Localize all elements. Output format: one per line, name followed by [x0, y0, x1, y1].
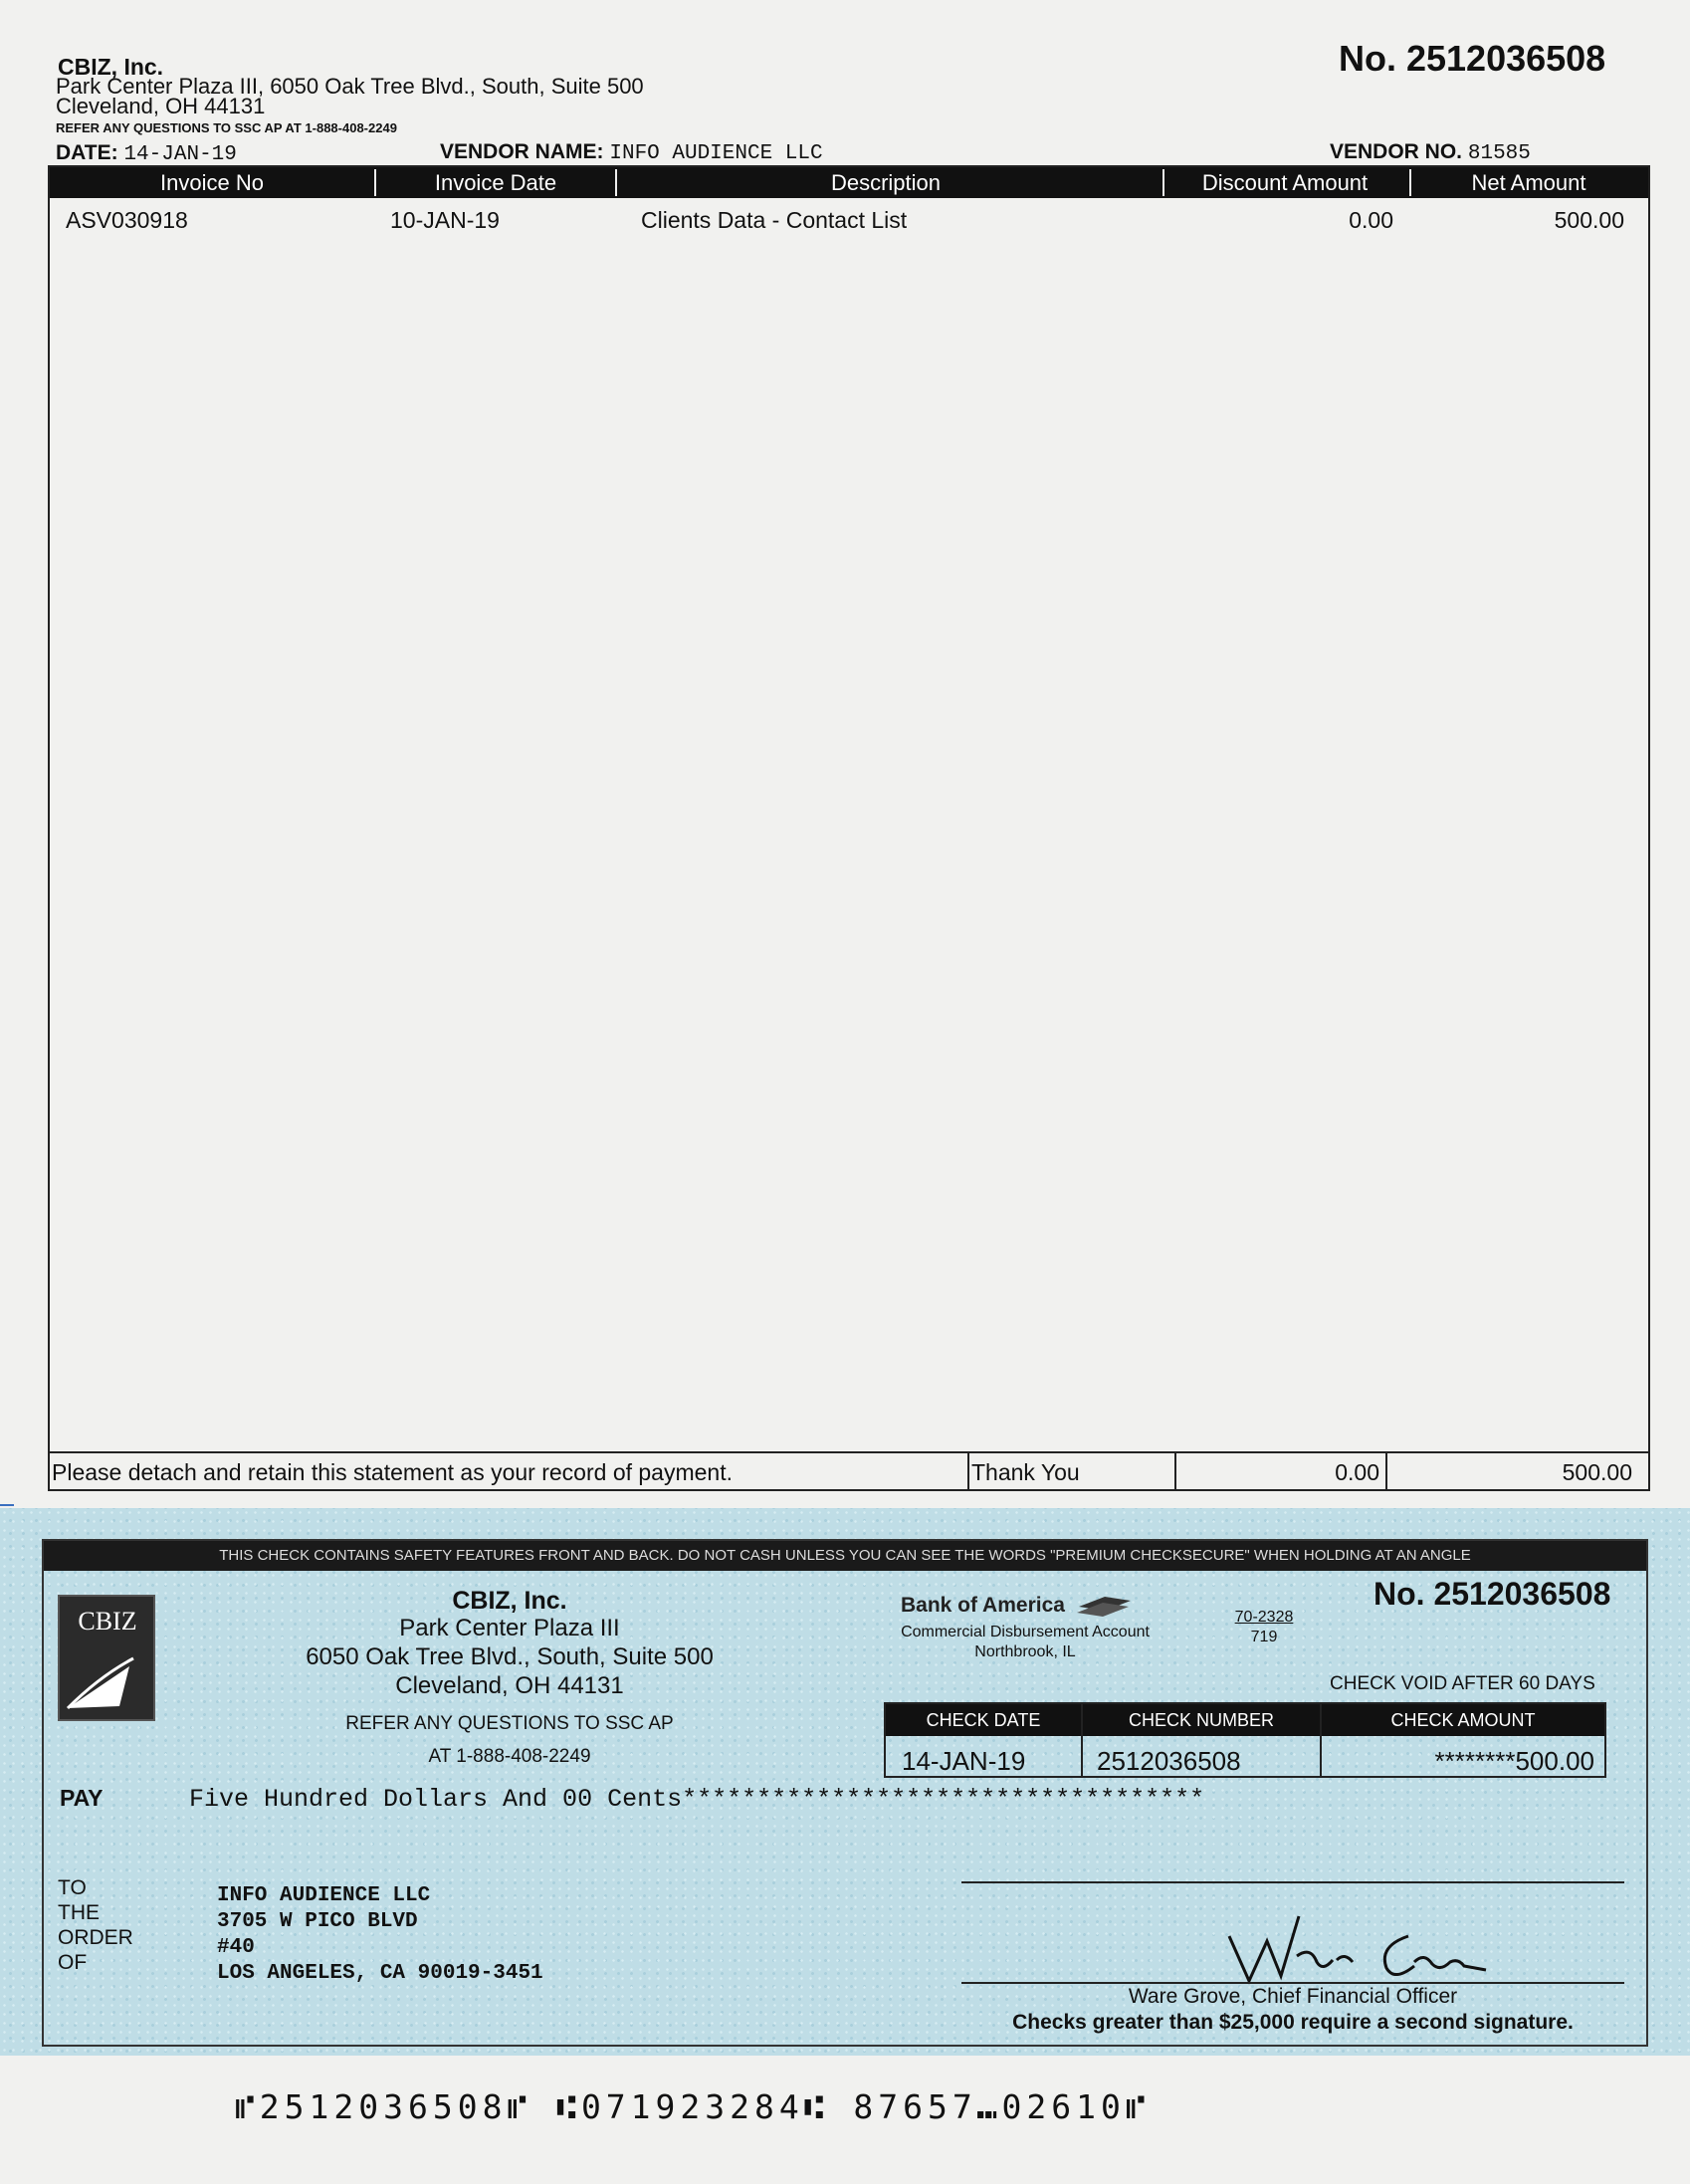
bank-city: Northbrook, IL	[974, 1643, 1076, 1660]
col-discount-amount: Discount Amount	[1201, 170, 1369, 195]
bank-name	[901, 1594, 1133, 1618]
check-company-name: CBIZ, Inc.	[452, 1587, 567, 1615]
check-refer1: REFER ANY QUESTIONS TO SSC AP	[345, 1713, 674, 1734]
second-signature-notice: Checks greater than $25,000 require a second signature.	[1012, 2011, 1574, 2034]
order-word: ORDER	[58, 1926, 133, 1949]
payee-name: INFO AUDIENCE LLC	[217, 1884, 431, 1907]
col-invoice-no: Invoice No	[160, 170, 264, 195]
row-invoice-date: 10-JAN-19	[390, 207, 500, 233]
row-invoice-no: ASV030918	[66, 207, 188, 233]
signature-line	[961, 1982, 1624, 1984]
check-address1: Park Center Plaza III	[399, 1615, 620, 1641]
signature-icon	[1219, 1896, 1488, 1986]
footer-note: Please detach and retain this statement as your record of payment.	[52, 1459, 733, 1485]
check-number-header: No. 2512036508	[1373, 1576, 1611, 1612]
detach-mark	[0, 1504, 14, 1506]
to-the-order-of	[58, 1875, 147, 1975]
vendor-no-label: VENDOR NO.	[1330, 140, 1463, 163]
order-word: TO	[58, 1876, 87, 1899]
payee-address	[217, 1883, 543, 1987]
vendor-name-label: VENDOR NAME:	[440, 140, 604, 163]
invoice-table	[48, 165, 1650, 1491]
bank-name-text: Bank of America	[901, 1594, 1065, 1617]
stub-number: No. 2512036508	[1339, 38, 1606, 79]
col-invoice-date: Invoice Date	[434, 170, 557, 195]
total-discount: 0.00	[1335, 1459, 1379, 1485]
logo-text: CBIZ	[78, 1607, 137, 1636]
check-address2: 6050 Oak Tree Blvd., South, Suite 500	[306, 1643, 714, 1670]
check-number-value: 2512036508	[1097, 1746, 1241, 1776]
vendor-name-value: INFO AUDIENCE LLC	[609, 142, 823, 165]
check-refer2: AT 1-888-408-2249	[428, 1746, 591, 1767]
stub-address-line1: Park Center Plaza III, 6050 Oak Tree Blvd., South, Suite 500	[56, 74, 644, 99]
payee-unit: #40	[217, 1936, 255, 1959]
stub-company-name: CBIZ, Inc.	[58, 54, 164, 80]
row-net: 500.00	[1554, 207, 1624, 233]
pay-amount-words: Five Hundred Dollars And 00 Cents***********************************	[189, 1785, 1205, 1814]
check-address3: Cleveland, OH 44131	[395, 1672, 624, 1699]
header-check-number: CHECK NUMBER	[1128, 1710, 1274, 1730]
check-details-box	[884, 1702, 1606, 1778]
stub-vendor-name	[440, 140, 823, 165]
bank-flag-icon	[1075, 1595, 1133, 1617]
security-banner: THIS CHECK CONTAINS SAFETY FEATURES FRONT AND BACK. DO NOT CASH UNLESS YOU CAN SEE THE WORDS "PREMIUM CHECKSECURE" WHEN HOLDING AT AN ANGLE	[44, 1541, 1646, 1571]
header-check-date: CHECK DATE	[926, 1710, 1041, 1730]
stub-date	[56, 141, 237, 166]
routing-fraction-bottom: 719	[1250, 1629, 1278, 1645]
order-word: OF	[58, 1951, 88, 1974]
payee-city: LOS ANGELES, CA 90019-3451	[217, 1962, 543, 1985]
micr-line: ⑈2512036508⑈ ⑆071923284⑆ 87657⑉02610⑈	[235, 2087, 1151, 2126]
invoice-table-footer	[50, 1451, 1648, 1489]
vendor-no-value: 81585	[1467, 142, 1531, 165]
bank-account: Commercial Disbursement Account	[901, 1624, 1150, 1640]
header-check-amount: CHECK AMOUNT	[1390, 1710, 1536, 1730]
row-description: Clients Data - Contact List	[641, 207, 908, 233]
pay-label: PAY	[60, 1785, 104, 1811]
date-value: 14-JAN-19	[123, 143, 237, 166]
invoice-table-header	[50, 167, 1648, 198]
void-notice: CHECK VOID AFTER 60 DAYS	[1330, 1673, 1595, 1694]
stub-vendor-no	[1330, 140, 1531, 165]
total-net: 500.00	[1562, 1459, 1632, 1485]
check-details-header	[886, 1704, 1604, 1736]
order-word: THE	[58, 1901, 100, 1924]
col-description: Description	[830, 170, 942, 195]
signer-name: Ware Grove, Chief Financial Officer	[1128, 1985, 1458, 2008]
check-amount-value: ********500.00	[1434, 1746, 1594, 1776]
row-discount: 0.00	[1349, 207, 1393, 233]
payee-street: 3705 W PICO BLVD	[217, 1910, 418, 1933]
second-signature-line	[961, 1881, 1624, 1883]
stub-address-line2: Cleveland, OH 44131	[56, 94, 266, 118]
date-label: DATE:	[56, 141, 118, 164]
stub-refer-line: REFER ANY QUESTIONS TO SSC AP AT 1-888-408-2249	[56, 120, 397, 135]
routing-fraction-top: 70-2328	[1234, 1609, 1294, 1626]
col-net-amount: Net Amount	[1471, 170, 1586, 195]
check-date-value: 14-JAN-19	[902, 1746, 1026, 1776]
thank-you: Thank You	[971, 1459, 1080, 1485]
